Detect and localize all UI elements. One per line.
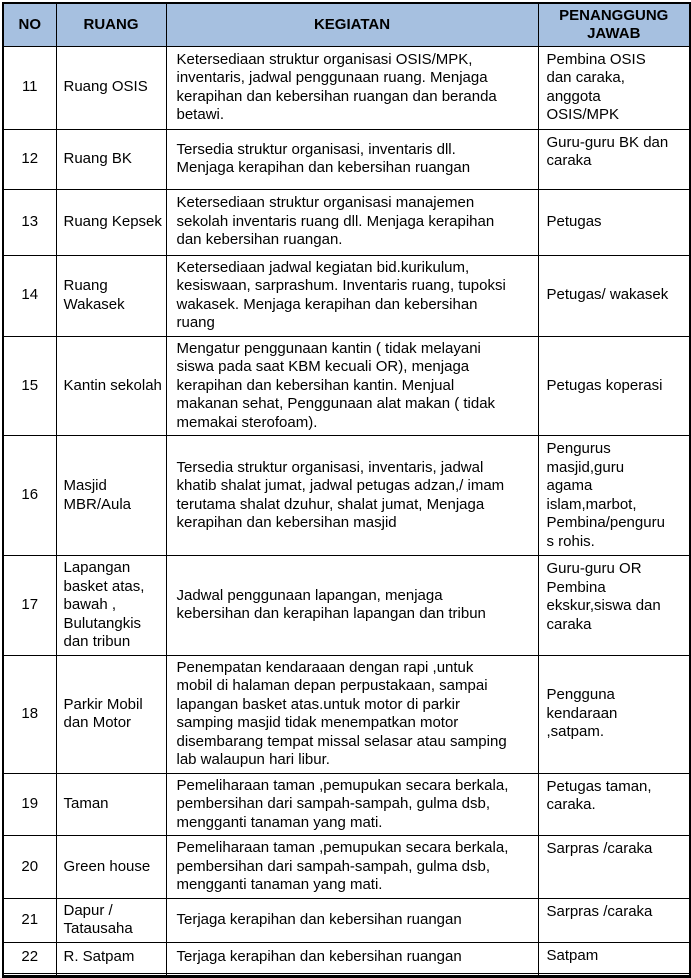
cell-penanggung-jawab [538,973,690,976]
cell-ruang [56,973,166,976]
table-row [3,255,690,336]
table-row [3,836,690,899]
cell-ruang: Masjid MBR/Aula [56,436,166,556]
cell-no: 18 [3,655,56,773]
cell-ruang: Parkir Mobil dan Motor [56,655,166,773]
column-header-no: NO [3,3,56,46]
cell-no: 21 [3,898,56,942]
cell-penanggung-jawab: Pengurus masjid,guru agama islam,marbot, Pembina/pengurus rohis. [538,436,690,556]
cell-penanggung-jawab: Pengguna kendaraan ,satpam. [538,655,690,773]
cell-ruang: Ruang Kepsek [56,189,166,255]
cell-kegiatan: Tersedia struktur organisasi, inventaris, jadwal khatib shalat jumat, jadwal petugas adzan,/ imam terutama shalat dzuhur, shalat jumat, Menjaga kerapihan dan kebersihan masjid [166,436,538,556]
cell-no: 16 [3,436,56,556]
cell-kegiatan: Pemeliharaan taman ,pemupukan secara berkala, pembersihan dari sampah-sampah, gulma dsb, mengganti tanaman yang mati. [166,773,538,836]
cell-no: 14 [3,255,56,336]
table-row [3,189,690,255]
cell-no [3,973,56,976]
cell-ruang: Dapur / Tatausaha [56,898,166,942]
cell-ruang: Green house [56,836,166,899]
cell-penanggung-jawab: Petugas koperasi [538,336,690,436]
cell-kegiatan: Terjaga kerapihan dan kebersihan ruangan [166,898,538,942]
cell-ruang: R. Satpam [56,942,166,973]
table-row [3,655,690,773]
cell-no: 20 [3,836,56,899]
table-row [3,336,690,436]
cell-kegiatan: Tersedia struktur organisasi, inventaris dll. Menjaga kerapihan dan kebersihan ruangan [166,129,538,189]
cell-no: 22 [3,942,56,973]
cell-kegiatan: Ketersediaan struktur organisasi manajemen sekolah inventaris ruang dll. Menjaga kerapihan dan kebersihan ruangan. [166,189,538,255]
table-row [3,898,690,942]
cell-kegiatan: Jadwal penggunaan lapangan, menjaga kebersihan dan kerapihan lapangan dan tribun [166,556,538,656]
table-row [3,773,690,836]
cell-no: 19 [3,773,56,836]
column-header-ruang: RUANG [56,3,166,46]
cell-no: 12 [3,129,56,189]
column-header-penanggung-jawab: PENANGGUNG JAWAB [538,3,690,46]
cell-no: 17 [3,556,56,656]
table-row [3,436,690,556]
cell-kegiatan [166,973,538,976]
cell-penanggung-jawab: Petugas taman, caraka. [538,773,690,836]
cell-penanggung-jawab: Guru-guru OR Pembina ekskur,siswa dan caraka [538,556,690,656]
cell-ruang: Taman [56,773,166,836]
cell-kegiatan: Penempatan kendaraaan dengan rapi ,untuk mobil di halaman depan perpustakaan, sampai lapangan basket atas.untuk motor di parkir samping masjid tidak menempatkan motor disembarang tempat missal selasar atau samping lab walaupun hari libur. [166,655,538,773]
cell-penanggung-jawab: Sarpras /caraka [538,898,690,942]
cell-ruang: Ruang BK [56,129,166,189]
column-header-kegiatan: KEGIATAN [166,3,538,46]
cell-penanggung-jawab: Petugas [538,189,690,255]
cell-ruang: Ruang OSIS [56,46,166,129]
cell-no: 15 [3,336,56,436]
table-row [3,556,690,656]
cell-penanggung-jawab: Petugas/ wakasek [538,255,690,336]
cell-no: 11 [3,46,56,129]
cell-penanggung-jawab: Satpam [538,942,690,973]
cell-kegiatan: Terjaga kerapihan dan kebersihan ruangan [166,942,538,973]
partial-next-row [3,973,690,976]
room-duty-table [2,2,691,978]
cell-kegiatan: Pemeliharaan taman ,pemupukan secara berkala, pembersihan dari sampah-sampah, gulma dsb, mengganti tanaman yang mati. [166,836,538,899]
cell-kegiatan: Ketersediaan struktur organisasi OSIS/MPK, inventaris, jadwal penggunaan ruang. Menjaga kerapihan dan kebersihan ruangan dan beranda betawi. [166,46,538,129]
table-header-row [3,3,690,46]
cell-kegiatan: Ketersediaan jadwal kegiatan bid.kurikulum, kesiswaan, sarprashum. Inventaris ruang, tupoksi wakasek. Menjaga kerapihan dan kebersihan ruang [166,255,538,336]
table-row [3,942,690,973]
cell-penanggung-jawab: Pembina OSIS dan caraka, anggota OSIS/MPK [538,46,690,129]
cell-penanggung-jawab: Sarpras /caraka [538,836,690,899]
table-row [3,129,690,189]
cell-ruang: Ruang Wakasek [56,255,166,336]
cell-no: 13 [3,189,56,255]
cell-penanggung-jawab: Guru-guru BK dan caraka [538,129,690,189]
cell-kegiatan: Mengatur penggunaan kantin ( tidak melayani siswa pada saat KBM kecuali OR), menjaga kerapihan dan kebersihan kantin. Menjual makanan sehat, Penggunaan alat makan ( tidak memakai sterofoam). [166,336,538,436]
table-row [3,46,690,129]
cell-ruang: Lapangan basket atas, bawah , Bulutangkis dan tribun [56,556,166,656]
cell-ruang: Kantin sekolah [56,336,166,436]
